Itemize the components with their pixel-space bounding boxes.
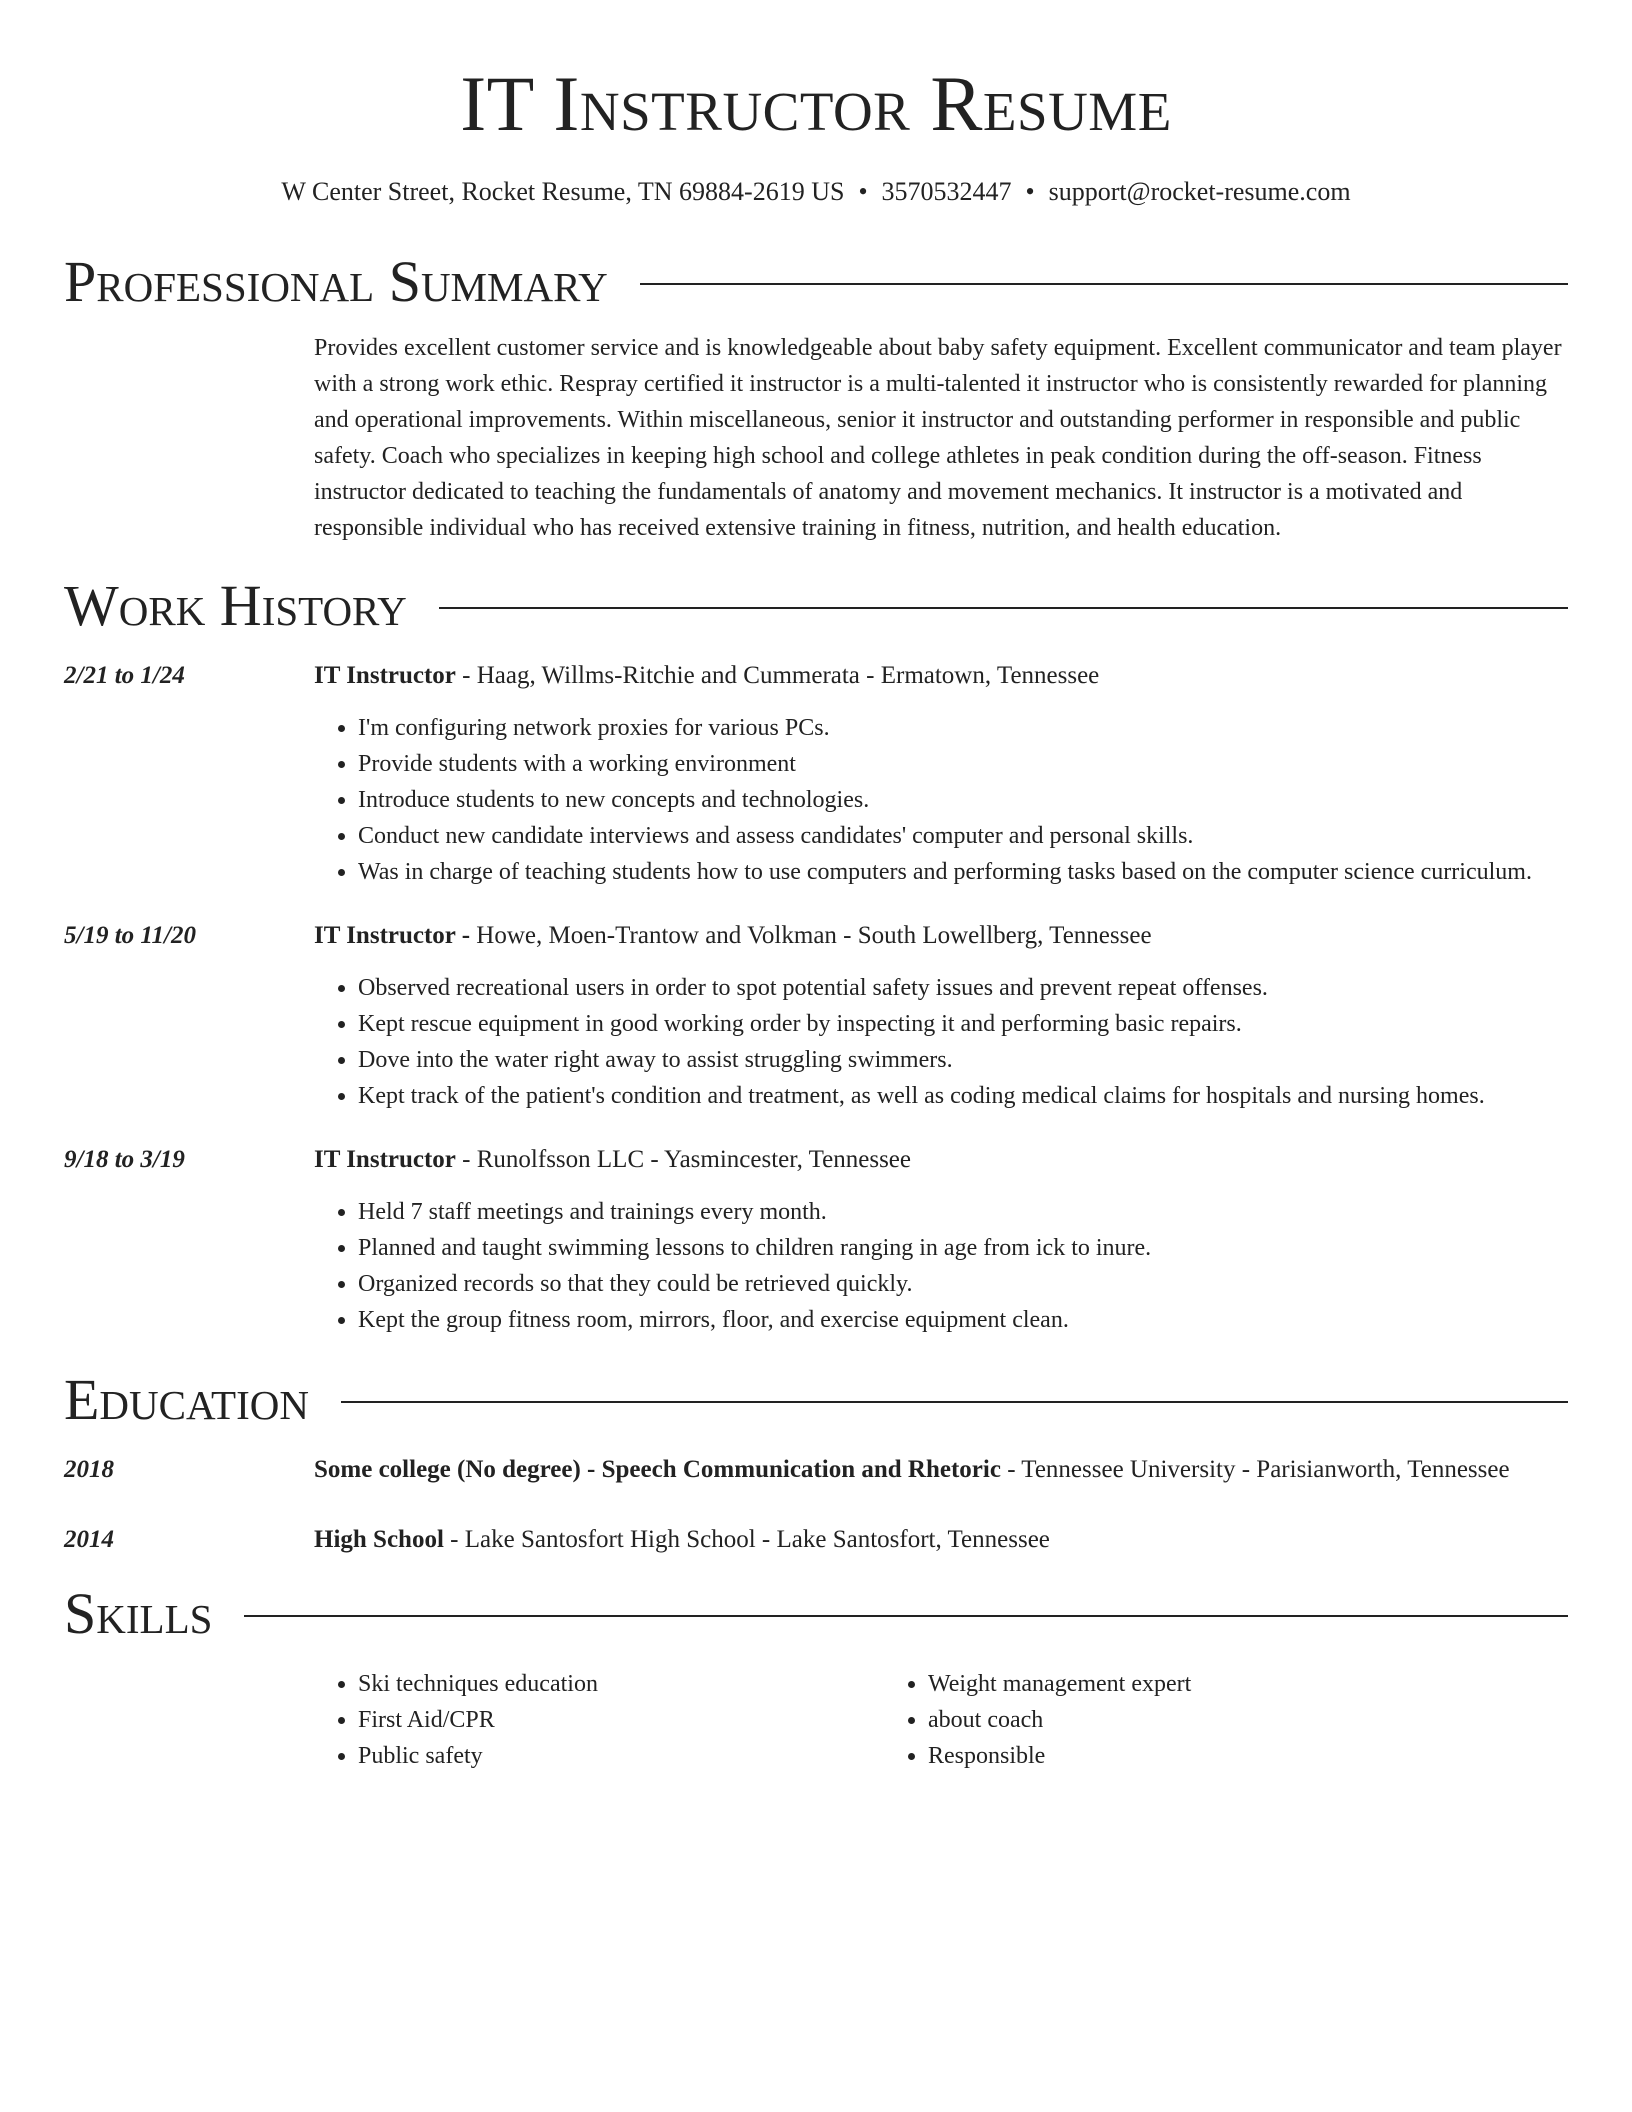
job-dates: 9/18 to 3/19 (64, 1146, 185, 1173)
work-history-list (64, 656, 1568, 1338)
section-divider (341, 1401, 1568, 1403)
education-degree: Some college (No degree) - Speech Communication and Rhetoric (314, 1456, 1001, 1483)
job-details: - Runolfsson LLC - Yasmincester, Tennessee (455, 1146, 911, 1173)
education-list (64, 1450, 1568, 1560)
education-year: 2014 (64, 1526, 114, 1553)
contact-separator: • (1025, 177, 1035, 206)
work-heading: Work History (64, 573, 407, 638)
education-line (314, 1520, 1568, 1560)
job-bullet: • Organized records so that they could be retrieved quickly. (358, 1266, 1568, 1302)
skills-column-left (314, 1666, 884, 1774)
job-body (314, 916, 1568, 1114)
job-title-line (314, 1140, 1568, 1180)
skill-item: • about coach (928, 1702, 1191, 1738)
skill-item: • Responsible (928, 1738, 1191, 1774)
skill-item: • Public safety (358, 1738, 884, 1774)
education-section-heading (64, 1366, 1568, 1434)
job-bullet: • Kept rescue equipment in good working order by inspecting it and performing basic repairs. (358, 1006, 1568, 1042)
summary-section-heading (64, 248, 1568, 316)
job-title-line (314, 656, 1568, 696)
job-bullet: • Held 7 staff meetings and trainings every month. (358, 1194, 1568, 1230)
job-entry (64, 1140, 1568, 1338)
job-bullet: • Kept the group fitness room, mirrors, floor, and exercise equipment clean. (358, 1302, 1568, 1338)
job-title: IT Instructor (314, 1146, 456, 1173)
education-entry (64, 1520, 1568, 1560)
skill-item: • Weight management expert (928, 1666, 1191, 1702)
job-title: IT Instructor - (314, 922, 471, 949)
contact-line (64, 174, 1568, 210)
education-line (314, 1450, 1568, 1490)
skills-column-right (884, 1666, 1191, 1774)
job-bullet: • Kept track of the patient's condition and treatment, as well as coding medical claims for hospitals and nursing homes. (358, 1078, 1568, 1114)
skill-item: • Ski techniques education (358, 1666, 884, 1702)
job-bullet: • Provide students with a working environment (358, 746, 1568, 782)
skills-heading: Skills (64, 1581, 213, 1646)
job-bullet: • Was in charge of teaching students how to use computers and performing tasks based on the computer science curriculum. (358, 854, 1568, 890)
job-details: - Haag, Willms-Ritchie and Cummerata - Ermatown, Tennessee (455, 662, 1100, 689)
job-bullet: • Planned and taught swimming lessons to children ranging in age from ick to inure. (358, 1230, 1568, 1266)
work-section-heading (64, 572, 1568, 640)
education-details: - Tennessee University - Parisianworth, Tennessee (1000, 1456, 1510, 1483)
job-title-line (314, 916, 1568, 956)
job-bullet: • Dove into the water right away to assist struggling swimmers. (358, 1042, 1568, 1078)
skills-section-heading (64, 1580, 1568, 1648)
education-year: 2018 (64, 1456, 114, 1483)
job-bullets (314, 1194, 1568, 1338)
contact-separator: • (858, 177, 868, 206)
job-bullet: • Observed recreational users in order to spot potential safety issues and prevent repeat offenses. (358, 970, 1568, 1006)
job-bullet: • Introduce students to new concepts and technologies. (358, 782, 1568, 818)
job-dates: 5/19 to 11/20 (64, 922, 196, 949)
contact-email: support@rocket-resume.com (1048, 177, 1351, 206)
job-dates: 2/21 to 1/24 (64, 662, 185, 689)
job-body (314, 1140, 1568, 1338)
section-divider (244, 1615, 1568, 1617)
section-divider (439, 607, 1568, 609)
contact-address: W Center Street, Rocket Resume, TN 69884-2619 US (281, 177, 845, 206)
job-entry (64, 656, 1568, 890)
education-details: - Lake Santosfort High School - Lake Santosfort, Tennessee (443, 1526, 1050, 1553)
education-heading: Education (64, 1367, 309, 1432)
education-entry (64, 1450, 1568, 1490)
contact-phone: 3570532447 (881, 177, 1012, 206)
job-body (314, 656, 1568, 890)
summary-heading: Professional Summary (64, 249, 608, 314)
job-bullets (314, 970, 1568, 1114)
summary-text: Provides excellent customer service and is knowledgeable about baby safety equipment. Excellent communicator and team player with a strong work ethic. Respray certified it instructor is a multi-talented it instructor who is consistently rewarded for planning and operational improvements. Within miscellaneous, senior it instructor and outstanding performer in responsible and public safety. Coach who specializes in keeping high school and college athletes in peak condition during the off-season. Fitness instructor dedicated to teaching the fundamentals of anatomy and movement mechanics. It instructor is a motivated and responsible individual who has received extensive training in fitness, nutrition, and health education. (314, 335, 1562, 541)
section-divider (640, 283, 1568, 285)
job-bullet: • Conduct new candidate interviews and assess candidates' computer and personal skills. (358, 818, 1568, 854)
job-entry (64, 916, 1568, 1114)
job-details: Howe, Moen-Trantow and Volkman - South Lowellberg, Tennessee (470, 922, 1152, 949)
skill-item: • First Aid/CPR (358, 1702, 884, 1738)
resume-title: IT Instructor Resume (460, 60, 1172, 147)
job-title: IT Instructor (314, 662, 456, 689)
education-degree: High School (314, 1526, 444, 1553)
job-bullet: • I'm configuring network proxies for various PCs. (358, 710, 1568, 746)
skills-list (314, 1666, 1568, 1774)
job-bullets (314, 710, 1568, 890)
